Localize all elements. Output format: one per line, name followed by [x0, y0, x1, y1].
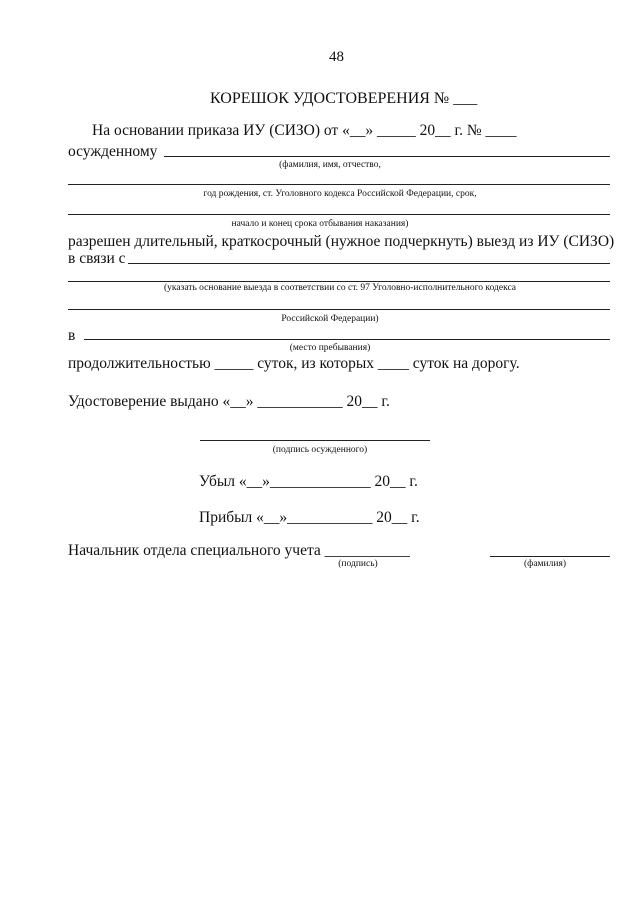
caption-place: (место пребывания) [289, 343, 371, 353]
reason-rule-2 [68, 281, 610, 282]
convict-label: осужденному [68, 143, 158, 160]
convict-name-rule [164, 156, 610, 157]
convict-signature-rule [200, 440, 430, 441]
arrived-line: Прибыл «__»___________ 20__ г. [199, 509, 420, 526]
caption-rf: Российской Федерации) [281, 314, 379, 324]
issued-line: Удостоверение выдано «__» ___________ 20__ г. [68, 393, 390, 410]
caption-name: (фамилия, имя, отчество, [279, 160, 381, 170]
permit-line: разрешен длительный, краткосрочный (нужное подчеркнуть) выезд из ИУ (СИЗО) [68, 233, 615, 250]
document-title: КОРЕШОК УДОСТОВЕРЕНИЯ № ___ [210, 90, 478, 107]
caption-surname: (фамилия) [524, 559, 566, 569]
caption-signature: (подпись) [338, 559, 378, 569]
chief-label: Начальник отдела специального учета ___________ [68, 542, 410, 559]
page-number: 48 [329, 49, 344, 65]
birth-rule [68, 184, 610, 185]
order-basis-line: На основании приказа ИУ (СИЗО) от «__» _____ 20__ г. № ____ [92, 122, 517, 139]
surname-rule [490, 556, 610, 557]
place-label: в [68, 327, 76, 344]
caption-reason: (указать основание выезда в соответствии со ст. 97 Уголовно-исполнительного кодекса [163, 283, 516, 293]
reason-rule [128, 263, 610, 264]
place-rule [84, 339, 610, 340]
duration-line: продолжительностью _____ суток, из которых ____ суток на дорогу. [68, 355, 520, 372]
caption-convict-signature: (подпись осужденного) [272, 445, 368, 455]
term-rule [68, 214, 610, 215]
caption-birth: год рождения, ст. Уголовного кодекса Российской Федерации, срок, [203, 189, 477, 199]
departed-line: Убыл «__»_____________ 20__ г. [199, 473, 418, 490]
caption-term: начало и конец срока отбывания наказания) [231, 219, 409, 229]
reason-rule-3 [68, 309, 610, 310]
reason-label: в связи с [68, 250, 126, 267]
